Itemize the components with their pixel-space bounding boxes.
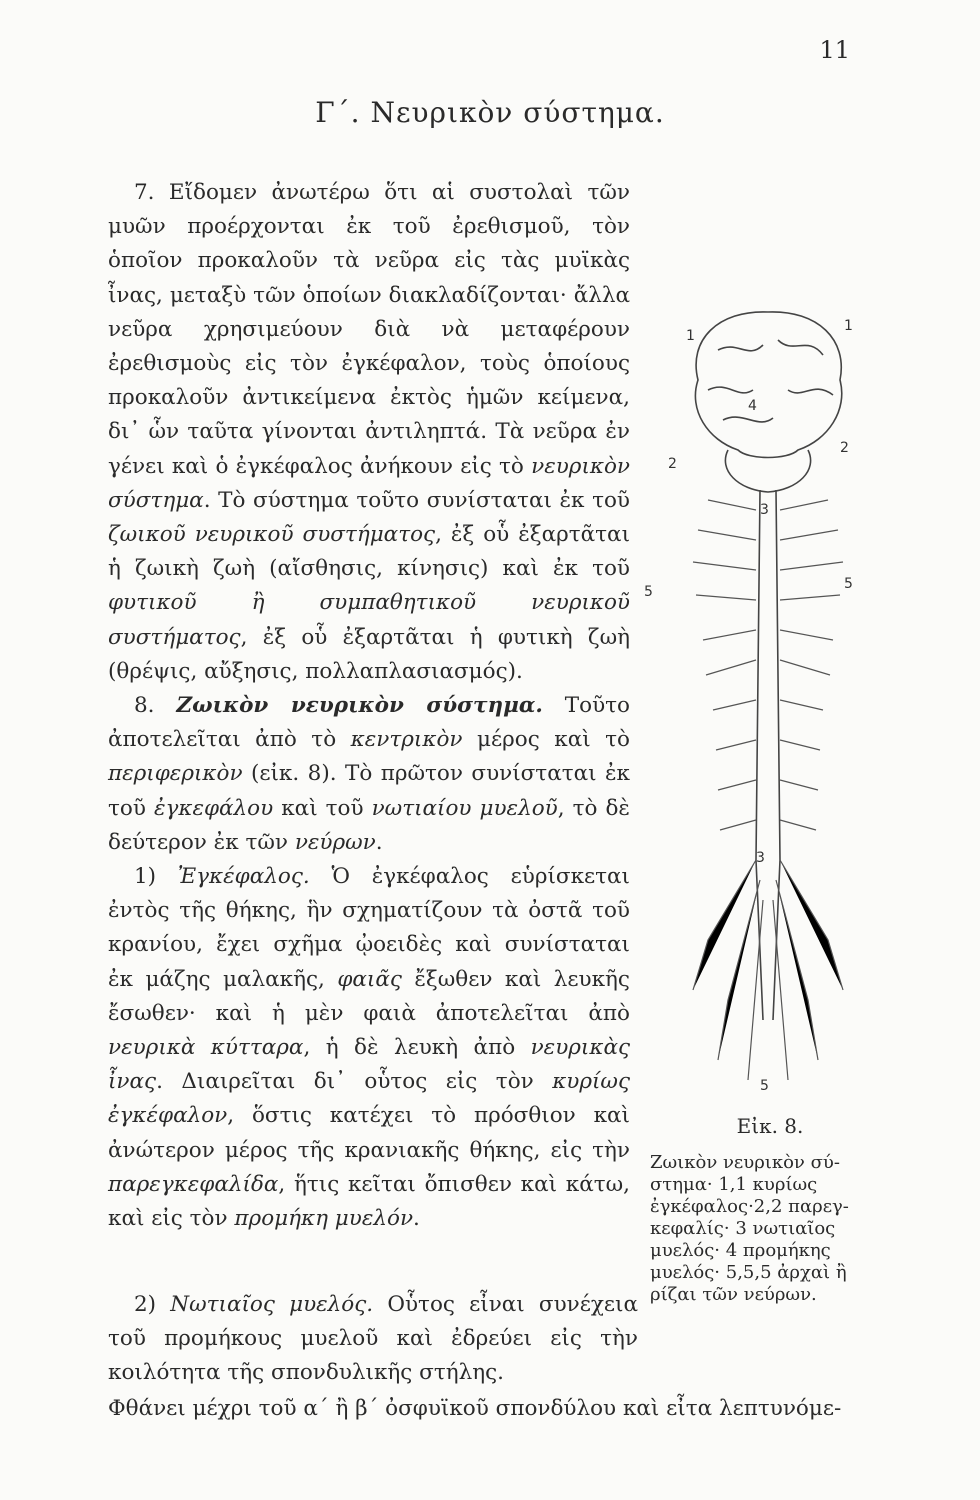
main-column bbox=[108, 176, 630, 1236]
figure-markers bbox=[644, 318, 853, 1094]
brain-outline bbox=[695, 312, 841, 458]
paragraph-7: 7. Εἴδομεν ἀνωτέρω ὅτι αἱ συστολαὶ τῶν μυῶν προέρχονται ἐκ τοῦ ἐρεθισμοῦ, τὸν ὁποῖον προκαλοῦν τὰ νεῦρα εἰς τὰς μυϊκὰς ἶνας, μεταξὺ τῶν ὁποίων διακλαδίζονται· ἄλλα νεῦρα χρησιμεύουν διὰ νὰ μεταφέρουν ἐρεθισμοὺς εἰς τὸν ἐγκέφαλον, τοὺς ὁποίους προκαλοῦν ἀντικείμενα ἐκτὸς ἡμῶν κείμενα, δι᾽ ὧν ταῦτα γίνονται ἀντιληπτά. Τὰ νεῦρα ἐν γένει καὶ ὁ ἐγκέφαλος ἀνήκουν εἰς τὸ νευρικὸν σύστημα. Τὸ σύστημα τοῦτο συνίσταται ἐκ τοῦ ζωικοῦ νευρικοῦ συστήματος, ἐξ οὗ ἐξαρτᾶται ἡ ζωικὴ ζωὴ (αἴσθησις, κίνησις) καὶ ἐκ τοῦ φυτικοῦ ἢ συμπαθητικοῦ νευρικοῦ συστήματος, ἐξ οὗ ἐξαρτᾶται ἡ φυτικὴ ζωὴ (θρέψις, αὔξησις, πολλαπλασιασμός). bbox=[108, 180, 631, 684]
section-heading: Ζωικὸν νευρικὸν σύστημα. bbox=[176, 693, 543, 719]
paragraph-8: 8. Ζωικὸν νευρικὸν σύστημα. Τοῦτο ἀποτελεῖται ἀπὸ τὸ κεντρικὸν μέρος καὶ τὸ περιφερικὸν (εἰκ. 8). Τὸ πρῶτον συνίσταται ἐκ τοῦ ἐγκεφάλου καὶ τοῦ νωτιαίου μυελοῦ, τὸ δὲ δεύτερον ἐκ τῶν νεύρων. bbox=[108, 693, 630, 855]
figure-caption: Ζωικὸν νευρικὸν σύ- στημα· 1,1 κυρίως ἐγκέφαλος·2,2 παρεγ- κεφαλίς· 3 νωτιαῖος μυελός· 4 προμήκης μυελός· 5,5,5 ἀρχαὶ ἢ ρίζαι τῶν νεύρων. bbox=[650, 1152, 849, 1305]
nerve-branches bbox=[693, 500, 843, 1080]
chapter-title: Γ΄. Νευρικὸν σύστημα. bbox=[315, 96, 665, 129]
nervous-system-figure bbox=[644, 300, 888, 1100]
term: φαιᾶς bbox=[337, 966, 402, 992]
subheading: Ἐγκέφαλος. bbox=[177, 864, 310, 890]
figure-label: Εἰκ. 8. bbox=[736, 1114, 804, 1138]
marker: 3 bbox=[756, 850, 765, 866]
marker: 5 bbox=[760, 1078, 769, 1094]
term: περιφερικὸν bbox=[108, 761, 243, 787]
marker: 1 bbox=[844, 318, 853, 334]
term: προμήκη μυελόν bbox=[234, 1206, 414, 1232]
paragraph-spinal-cord-cont: Φθάνει μέχρι τοῦ α΄ ἢ β΄ ὀσφυϊκοῦ σπονδύλου καὶ εἶτα λεπτυνόμε- bbox=[108, 1396, 842, 1421]
term: κυρίως ἐγκέφαλον bbox=[108, 1069, 630, 1129]
term: νευρικὸν σύστημα bbox=[108, 453, 630, 513]
term: ζωικοῦ νευρικοῦ συστήματος bbox=[108, 522, 436, 548]
section-number: 7. bbox=[134, 180, 155, 205]
term: νεύρων bbox=[294, 829, 376, 855]
marker: 5 bbox=[644, 584, 653, 600]
term: φυτικοῦ ἢ συμπαθητικοῦ νευρικοῦ συστήματος bbox=[108, 590, 630, 650]
cerebellum-outline bbox=[725, 450, 810, 492]
term: νευρικὰς ἶνας bbox=[108, 1035, 631, 1095]
marker: 4 bbox=[748, 398, 757, 414]
term: κεντρικὸν bbox=[350, 727, 463, 753]
brain-folds bbox=[708, 340, 833, 422]
marker: 5 bbox=[844, 576, 853, 592]
term: παρεγκεφαλίδα bbox=[108, 1171, 279, 1197]
subheading: Νωτιαῖος μυελός. bbox=[170, 1292, 374, 1317]
paragraph-spinal-cord: 2) Νωτιαῖος μυελός. Οὗτος εἶναι συνέχεια τοῦ προμήκους μυελοῦ καὶ ἐδρεύει εἰς τὴν κοιλότητα τῆς σπονδυλικῆς στήλης. bbox=[108, 1292, 639, 1385]
term: νωτιαίου μυελοῦ bbox=[371, 795, 558, 821]
section-number: 8. bbox=[134, 693, 155, 719]
marker: 2 bbox=[840, 440, 849, 456]
marker: 2 bbox=[668, 456, 677, 472]
page-number: 11 bbox=[819, 36, 850, 64]
term: νευρικὰ κύτταρα bbox=[108, 1035, 304, 1061]
term: ἐγκεφάλου bbox=[153, 795, 274, 821]
paragraph-brain: 1) Ἐγκέφαλος. Ὁ ἐγκέφαλος εὑρίσκεται ἐντὸς τῆς θήκης, ἣν σχηματίζουν τὰ ὀστᾶ τοῦ κρανίου, ἔχει σχῆμα ᾠοειδὲς καὶ συνίσταται ἐκ μάζης μαλακῆς, φαιᾶς ἔξωθεν καὶ λευκῆς ἔσωθεν· καὶ ἡ μὲν φαιὰ ἀποτελεῖται ἀπὸ νευρικὰ κύτταρα, ἡ δὲ λευκὴ ἀπὸ νευρικὰς ἶνας. Διαιρεῖται δι᾽ οὗτος εἰς τὸν κυρίως ἐγκέφαλον, ὅστις κατέχει τὸ πρόσθιον καὶ ἀνώτερον μέρος τῆς κρανιακῆς θήκης, εἰς τὴν παρεγκεφαλίδα, ἥτις κεῖται ὄπισθεν καὶ κάτω, καὶ εἰς τὸν προμήκη μυελόν. bbox=[108, 864, 631, 1232]
marker: 1 bbox=[686, 328, 695, 344]
marker: 3 bbox=[760, 502, 769, 518]
